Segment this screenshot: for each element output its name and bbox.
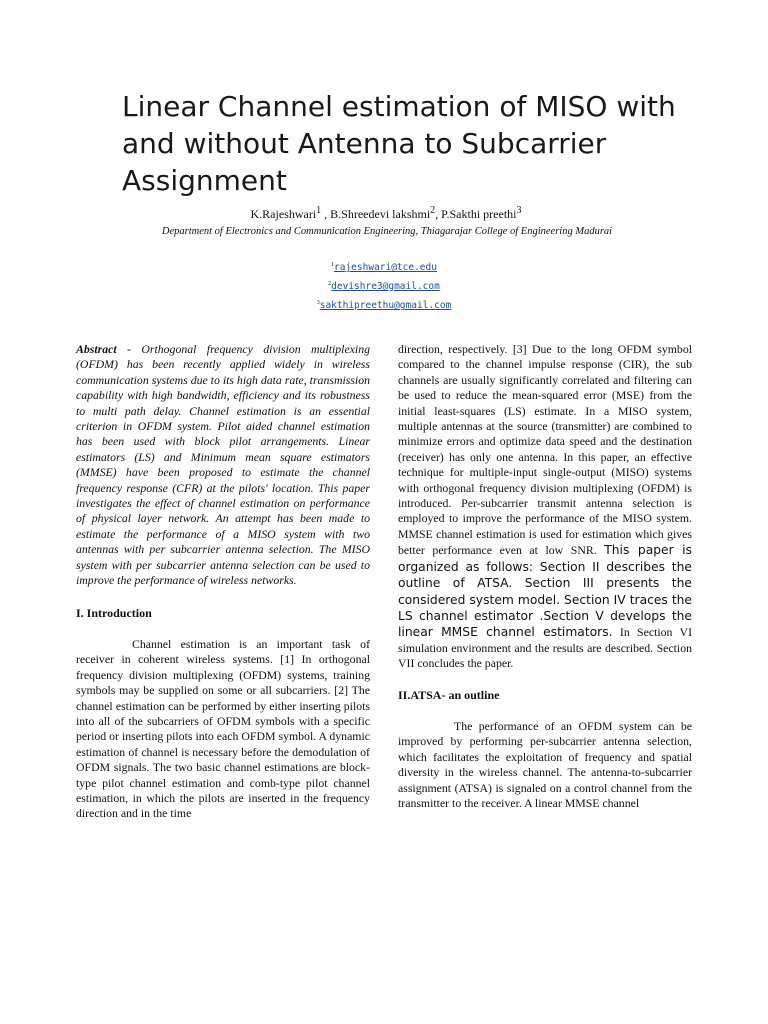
email-list bbox=[0, 257, 768, 314]
author-affil-mark: 3 bbox=[516, 205, 522, 216]
email-line bbox=[0, 257, 768, 276]
atsa-paragraph: The performance of an OFDM system can be improved by performing per-subcarrier antenna selection, which facilitates the exploitation of frequency and spatial diversity in the wireless channel. The antenna-to-subcarrier assignment (ATSA) is signaled on a control channel from the transmitter to the receiver. A linear MMSE channel bbox=[398, 718, 692, 810]
abstract-text: Orthogonal frequency division multiplexing (OFDM) has been recently applied widely in wireless communication systems due to its high data rate, transmission capability with high bandwidth, efficiency and its robustness to multi path delay. Channel estimation is an essential criterion in OFDM system. Pilot aided channel estimation has been used with block pilot arrangements. Linear estimators (LS) and Minimum mean square estimators (MMSE) have been proposed to estimate the channel frequency response (CFR) at the pilots' location. This paper investigates the effect of channel estimation on performance of physical layer network. An attempt has been made to estimate the performance of a MISO system with two antennas with per subcarrier antenna selection. The MISO system with per subcarrier antenna selection can be used to improve the performance of wireless networks. bbox=[76, 342, 370, 588]
author-name: B.Shreedevi lakshmi bbox=[330, 207, 431, 221]
author-list bbox=[0, 203, 768, 222]
closing-text: In Section VI simulation environment and the results are described. Section VII concludes the paper. bbox=[398, 625, 692, 671]
email-link[interactable]: devishre3@gmail.com bbox=[331, 281, 440, 293]
email-affil-mark: 3 bbox=[316, 300, 320, 307]
abstract bbox=[76, 342, 370, 589]
organization-text: This paper is organized as follows: Section II describes the outline of ATSA. Section III presents the considered system model. Section IV traces the LS channel estimator .Section V develops the linear MMSE channel estimators. bbox=[398, 543, 693, 640]
author-affil-mark: 1 bbox=[316, 205, 322, 216]
email-line bbox=[0, 276, 768, 295]
right-column bbox=[398, 342, 692, 811]
abstract-label: Abstract bbox=[76, 342, 117, 356]
section-heading-introduction: I. Introduction bbox=[76, 605, 152, 620]
affiliation: Department of Electronics and Communication Engineering, Thiagarajar College of Engineering Madurai bbox=[161, 226, 613, 237]
left-column bbox=[76, 342, 370, 822]
author-name: K.Rajeshwari bbox=[250, 207, 317, 221]
author-separator: , bbox=[435, 207, 442, 221]
section-heading-atsa: II.ATSA- an outline bbox=[398, 687, 500, 702]
introduction-paragraph: Channel estimation is an important task of receiver in coherent wireless systems. [1] In orthogonal frequency division multiplexing (OFDM) systems, training symbols may be supplied on some or all subcarriers. [2] The channel estimation can be performed by either inserting pilots into all of the subcarriers of OFDM symbols with a specific period or inserting pilots into each OFDM symbol. A dynamic estimation of channel is necessary before the demodulation of OFDM signals. The two basic channel estimations are block-type pilot channel estimation and comb-type pilot channel estimation, in which the pilots are inserted in the frequency direction and in the time bbox=[76, 636, 370, 821]
author-affil-mark: 2 bbox=[430, 205, 436, 216]
email-line bbox=[0, 295, 768, 314]
paper-title: Linear Channel estimation of MISO with and without Antenna to Subcarrier Assignment bbox=[122, 90, 676, 197]
email-affil-mark: 1 bbox=[331, 262, 335, 268]
abstract-dash: - bbox=[116, 342, 142, 356]
email-link[interactable]: sakthipreethu@gmail.com bbox=[319, 300, 452, 312]
author-name: P.Sakthi preethi bbox=[441, 207, 517, 221]
email-link[interactable]: rajeshwari@tce.edu bbox=[334, 262, 437, 274]
author-separator: , bbox=[321, 207, 331, 221]
introduction-continuation bbox=[398, 342, 692, 672]
email-affil-mark: 2 bbox=[328, 281, 332, 288]
continuation-text: direction, respectively. [3] Due to the long OFDM symbol compared to the channel impulse response (CIR), the sub channels are usually significantly correlated and filtering can be used to reduce the mean-squared error (MSE) from the initial least-squares (LS) estimate. In a MISO system, multiple antennas at the source (transmitter) are combined to minimize errors and optimize data speed and the destination (receiver) has only one antenna. In this paper, an effective technique for multiple-input single-output (MISO) systems with orthogonal frequency division multiplexing (OFDM) is introduced. Per-subcarrier transmit antenna selection is employed to improve the performance of the MISO system. MMSE channel estimation is used for estimation which gives better performance even at low SNR. bbox=[398, 342, 692, 558]
